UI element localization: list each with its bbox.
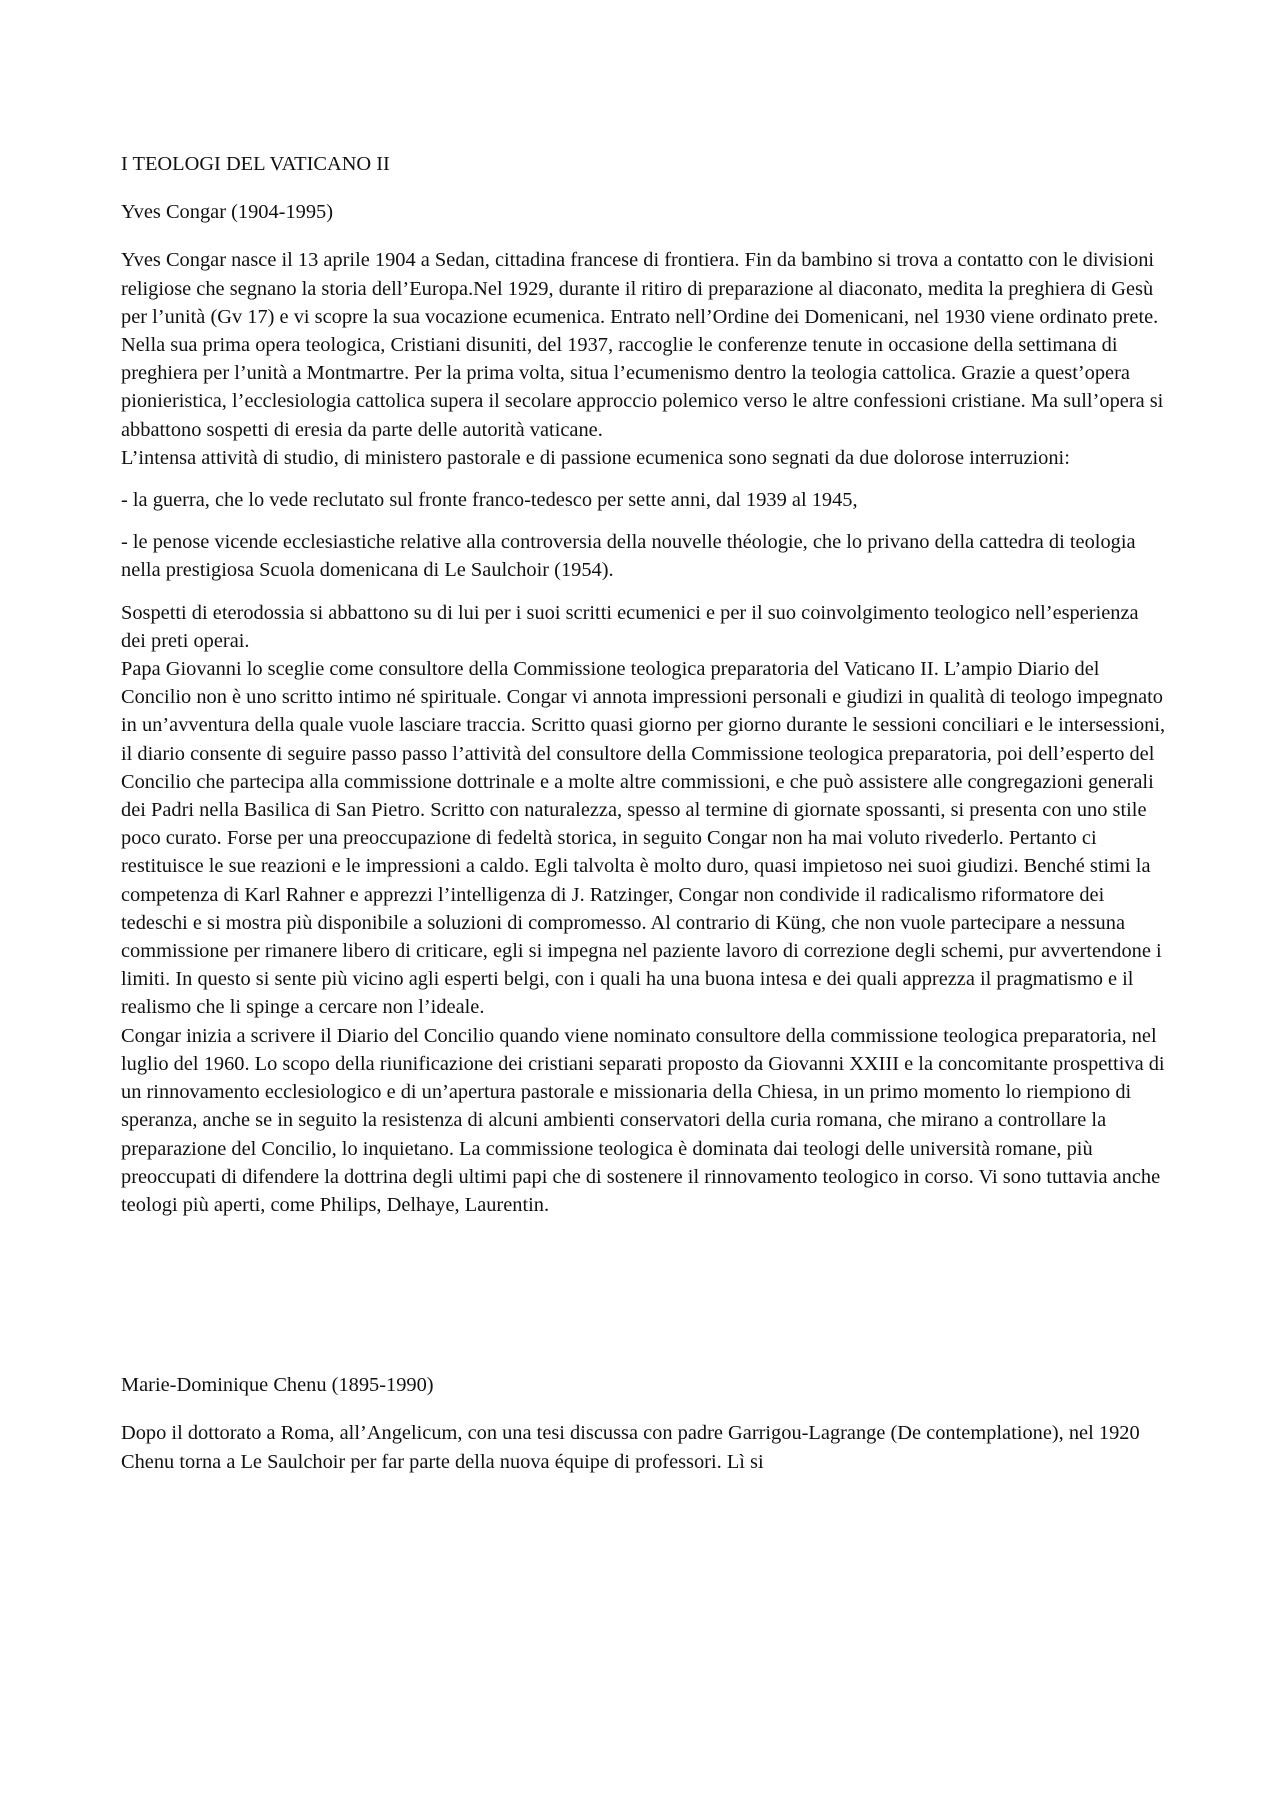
document-page bbox=[121, 150, 1166, 1476]
paragraph: Dopo il dottorato a Roma, all’Angelicum, con una tesi discussa con padre Garrigou-Lagrange (De contemplatione), nel 1920 Chenu torna a Le Saulchoir per far parte della nuova équipe di professori. Lì si bbox=[121, 1422, 1140, 1473]
section-heading-chenu: Marie-Dominique Chenu (1895-1990) bbox=[121, 1374, 434, 1397]
paragraph: Yves Congar nasce il 13 aprile 1904 a Sedan, cittadina francese di frontiera. Fin da bambino si trova a contatto con le divisioni religiose che segnano la storia dell’Europa.Nel 1929, durante il ritiro di preparazione al diaconato, medita la preghiera di Gesù per l’unità (Gv 17) e vi scopre la sua vocazione ecumenica. Entrato nell’Ordine dei Domenicani, nel 1930 viene ordinato prete. bbox=[121, 249, 1159, 328]
paragraph: L’intensa attività di studio, di ministero pastorale e di passione ecumenica sono segnati da due dolorose interruzioni: bbox=[121, 446, 1070, 469]
list-item: - le penose vicende ecclesiastiche relative alla controversia della nouvelle théologie, che lo privano della cattedra di teologia nella prestigiosa Scuola domenicana di Le Saulchoir (1954). bbox=[121, 531, 1136, 582]
list-item: - la guerra, che lo vede reclutato sul fronte franco-tedesco per sette anni, dal 1939 al 1945, bbox=[121, 489, 858, 512]
paragraph: Sospetti di eterodossia si abbattono su di lui per i suoi scritti ecumenici e per il suo coinvolgimento teologico nell’esperienza dei preti operai. bbox=[121, 601, 1139, 652]
paragraph: Papa Giovanni lo sceglie come consultore della Commissione teologica preparatoria del Vaticano II. L’ampio Diario del Concilio non è uno scritto intimo né spirituale. Congar vi annota impressioni personali e giudizi in qualità di teologo impegnato in un’avventura della quale vuole lasciare traccia. Scritto quasi giorno per giorno durante le sessioni conciliari e le intersessioni, il diario consente di seguire passo passo l’attività del consultore della Commissione teologica preparatoria, poi dell’esperto del Concilio che partecipa alla commissione dottrinale e a molte altre commissioni, e che può assistere alle congregazioni generali dei Padri nella Basilica di San Pietro. Scritto con naturalezza, spesso al termine di giornate spossanti, si presenta con uno stile poco curato. Forse per una preoccupazione di fedeltà storica, in seguito Congar non ha mai voluto rivederlo. Pertanto ci restituisce le sue reazioni e le impressioni a caldo. Egli talvolta è molto duro, quasi impietoso nei suoi giudizi. Benché stimi la competenza di Karl Rahner e apprezzi l’intelligenza di J. Ratzinger, Congar non condivide il radicalismo riformatore dei tedeschi e si mostra più disponibile a soluzioni di compromesso. Al contrario di Küng, che non vuole partecipare a nessuna commissione per rimanere libero di criticare, egli si impegna nel paziente lavoro di correzione degli schemi, pur avvertendone i limiti. In questo si sente più vicino agli esperti belgi, con i quali ha una buona intesa e dei quali apprezza il pragmatismo e il realismo che li spinge a cercare non l’ideale. bbox=[121, 658, 1166, 1019]
paragraph: Nella sua prima opera teologica, Cristiani disuniti, del 1937, raccoglie le conferenze tenute in occasione della settimana di preghiera per l’unità a Montmartre. Per la prima volta, situa l’ecumenismo dentro la teologia cattolica. Grazie a quest’opera pionieristica, l’ecclesiologia cattolica supera il secolare approccio polemico verso le altre confessioni cristiane. Ma sull’opera si abbattono sospetti di eresia da parte delle autorità vaticane. bbox=[121, 334, 1164, 441]
paragraph: Congar inizia a scrivere il Diario del Concilio quando viene nominato consultore della commissione teologica preparatoria, nel luglio del 1960. Lo scopo della riunificazione dei cristiani separati proposto da Giovanni XXIII e la concomitante prospettiva di un rinnovamento ecclesiologico e di un’apertura pastorale e missionaria della Chiesa, in un primo momento lo riempiono di speranza, anche se in seguito la resistenza di alcuni ambienti conservatori della curia romana, che mirano a controllare la preparazione del Concilio, lo inquietano. La commissione teologica è dominata dai teologi delle università romane, più preoccupati di difendere la dottrina degli ultimi papi che di sostenere il rinnovamento teologico in corso. Vi sono tuttavia anche teologi più aperti, come Philips, Delhaye, Laurentin. bbox=[121, 1024, 1165, 1216]
section-heading-congar: Yves Congar (1904-1995) bbox=[121, 201, 334, 224]
document-title: I TEOLOGI DEL VATICANO II bbox=[121, 153, 390, 175]
